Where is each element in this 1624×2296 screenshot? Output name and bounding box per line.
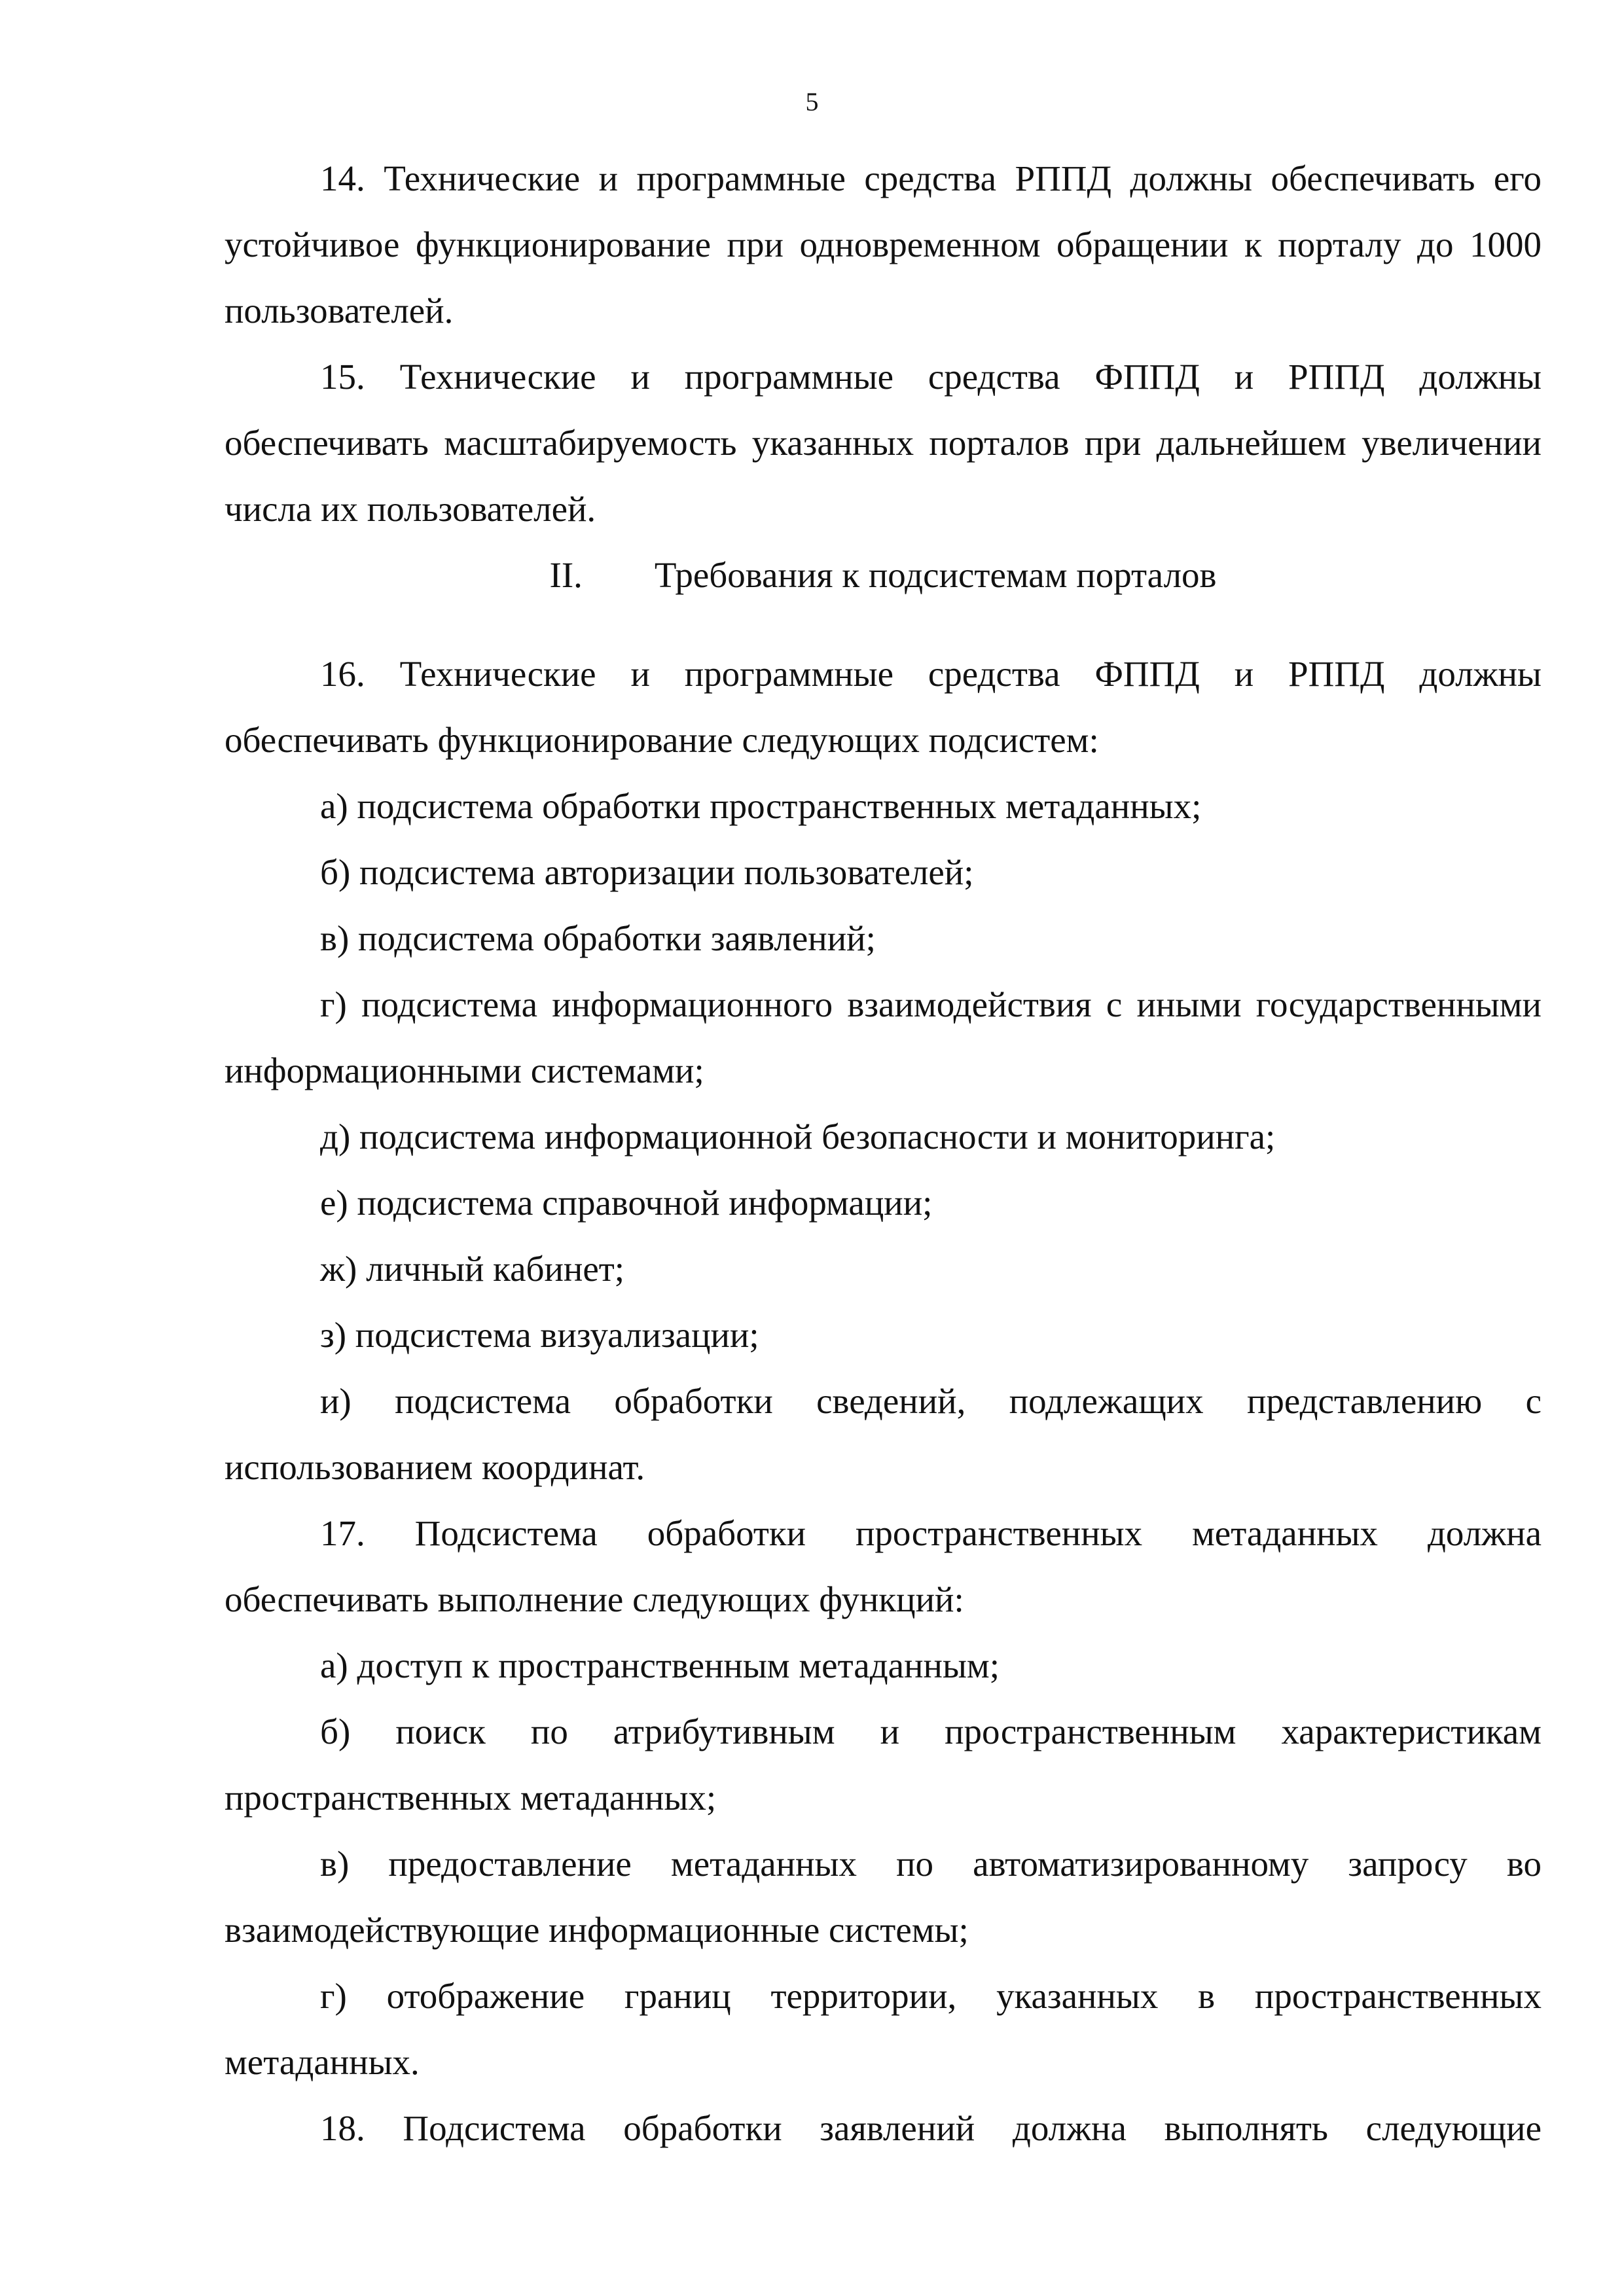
list-item: з) подсистема визуализации; bbox=[320, 1315, 759, 1355]
page-number: 5 bbox=[805, 87, 819, 117]
list-item: ж) личный кабинет; bbox=[320, 1249, 625, 1289]
list-item: в) предоставление метаданных по автоматизированному запросу во взаимодействующие информационные системы; bbox=[225, 1844, 1542, 1950]
list-item: в) подсистема обработки заявлений; bbox=[320, 918, 876, 958]
list-item: б) поиск по атрибутивным и пространственным характеристикам пространственных метаданных; bbox=[225, 1712, 1542, 1818]
list-item: г) отображение границ территории, указанных в пространственных метаданных. bbox=[225, 1976, 1542, 2082]
list-item: и) подсистема обработки сведений, подлежащих представлению с использованием координат. bbox=[225, 1381, 1542, 1487]
paragraph-17-intro: 17. Подсистема обработки пространственных метаданных должна обеспечивать выполнение следующих функций: bbox=[225, 1513, 1542, 1619]
section-title: Требования к подсистемам порталов bbox=[654, 555, 1217, 595]
paragraph-14: 14. Технические и программные средства РППД должны обеспечивать его устойчивое функционирование при одновременном обращении к порталу до 1000 пользователей. bbox=[225, 158, 1542, 331]
section-heading bbox=[225, 542, 1542, 641]
list-item: г) подсистема информационного взаимодействия с иными государственными информационными системами; bbox=[225, 984, 1542, 1090]
section-number: II. bbox=[549, 555, 583, 595]
list-item: а) подсистема обработки пространственных метаданных; bbox=[320, 786, 1202, 826]
paragraph-15: 15. Технические и программные средства ФППД и РППД должны обеспечивать масштабируемость указанных порталов при дальнейшем увеличении числа их пользователей. bbox=[225, 357, 1542, 529]
list-item: а) доступ к пространственным метаданным; bbox=[320, 1645, 1000, 1685]
paragraph-18: 18. Подсистема обработки заявлений должна выполнять следующие bbox=[320, 2108, 1542, 2148]
paragraph-16-intro: 16. Технические и программные средства ФППД и РППД должны обеспечивать функционирование следующих подсистем: bbox=[225, 654, 1542, 760]
document-body bbox=[225, 145, 1542, 2161]
list-item: е) подсистема справочной информации; bbox=[320, 1183, 933, 1223]
list-item: д) подсистема информационной безопасности и мониторинга; bbox=[320, 1117, 1276, 1157]
list-item: б) подсистема авторизации пользователей; bbox=[320, 852, 974, 892]
